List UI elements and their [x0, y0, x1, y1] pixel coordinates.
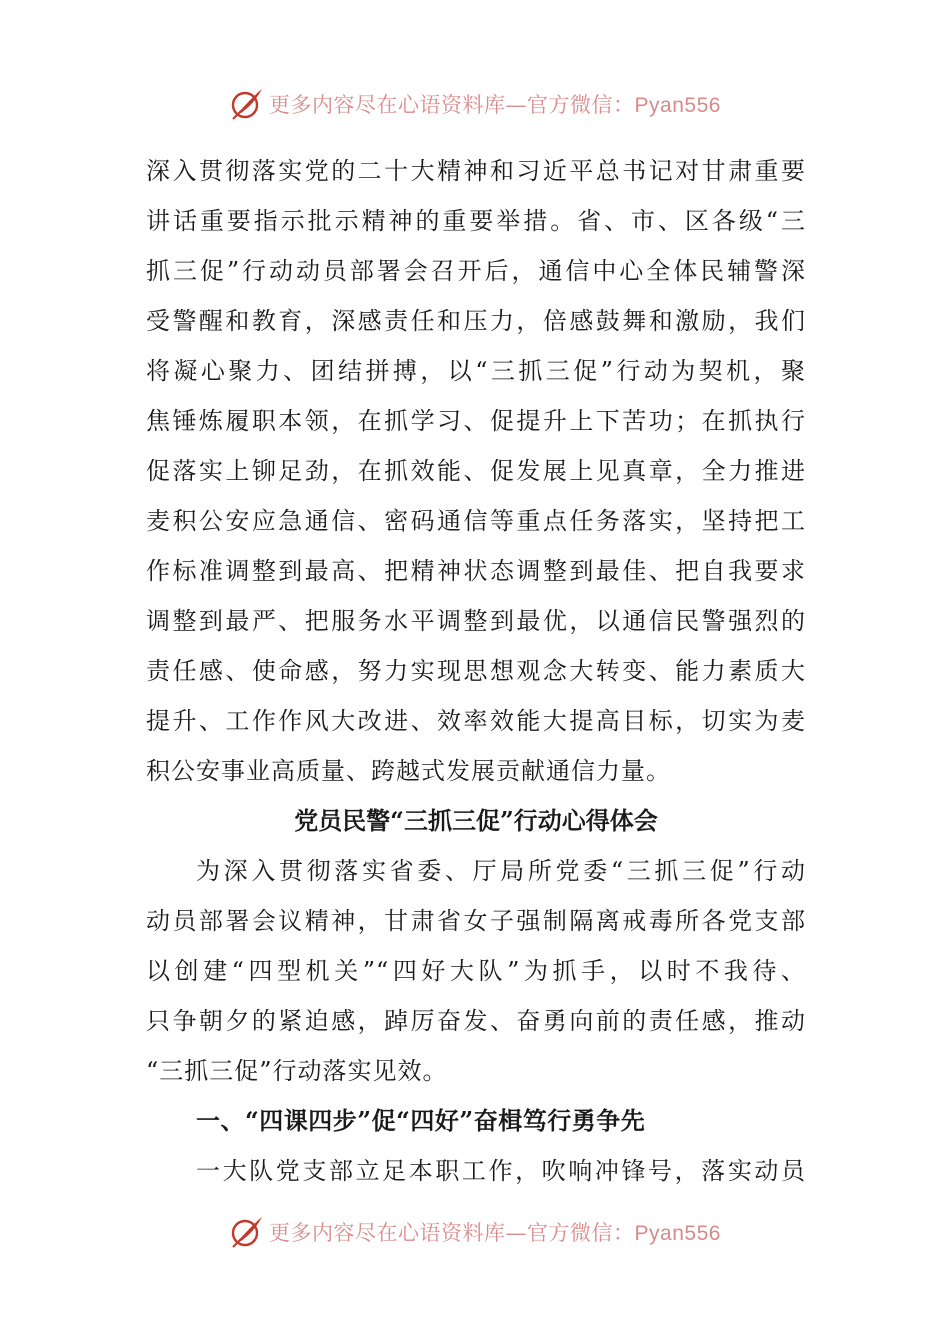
paragraph-line: 麦积公安应急通信、密码通信等重点任务落实，坚持把工 [146, 507, 806, 535]
paragraph-line: 作标准调整到最高、把精神状态调整到最佳、把自我要求 [146, 557, 806, 585]
paragraph-line: 提升、工作作风大改进、效率效能大提高目标，切实为麦 [146, 707, 806, 735]
paragraph-line: 讲话重要指示批示精神的重要举措。省、市、区各级“三 [146, 207, 806, 235]
document-body [146, 146, 806, 1196]
quill-pen-logo-icon [229, 1214, 265, 1250]
paragraph-line: 将凝心聚力、团结拼搏，以“三抓三促”行动为契机，聚 [146, 357, 806, 385]
paragraph-line: 调整到最严、把服务水平调整到最优，以通信民警强烈的 [146, 607, 806, 635]
section-heading: 一、“四课四步”促“四好”奋楫笃行勇争先 [196, 1106, 646, 1135]
intro-line: 以创建“四型机关”“四好大队”为抓手，以时不我待、 [146, 957, 806, 985]
intro-line: 只争朝夕的紧迫感，踔厉奋发、奋勇向前的责任感，推动 [146, 1007, 806, 1035]
paragraph-line: 深入贯彻落实党的二十大精神和习近平总书记对甘肃重要 [146, 157, 806, 185]
intro-line: “三抓三促”行动落实见效。 [146, 1057, 448, 1085]
banner-wechat-id: Pyan556 [634, 1222, 721, 1245]
banner-text [269, 1217, 721, 1247]
quill-pen-logo-icon [229, 86, 265, 122]
header-banner [0, 84, 950, 124]
banner-wechat-id: Pyan556 [634, 94, 721, 117]
paragraph-line: 焦锤炼履职本领，在抓学习、促提升上下苦功；在抓执行 [146, 407, 806, 435]
banner-text [269, 89, 721, 119]
paragraph-line: 积公安事业高质量、跨越式发展贡献通信力量。 [146, 757, 671, 785]
intro-line: 动员部署会议精神，甘肃省女子强制隔离戒毒所各党支部 [146, 907, 806, 935]
banner-text-cn: 更多内容尽在心语资料库—官方微信： [269, 1221, 635, 1245]
section-paragraph-line: 一大队党支部立足本职工作，吹响冲锋号，落实动员 [196, 1157, 806, 1185]
banner-text-cn: 更多内容尽在心语资料库—官方微信： [269, 93, 635, 117]
paragraph-line: 促落实上铆足劲，在抓效能、促发展上见真章，全力推进 [146, 457, 806, 485]
paragraph-line: 抓三促”行动动员部署会召开后，通信中心全体民辅警深 [146, 257, 806, 285]
article-title: 党员民警“三抓三促”行动心得体会 [294, 806, 658, 835]
paragraph-line: 责任感、使命感，努力实现思想观念大转变、能力素质大 [146, 657, 806, 685]
footer-banner [0, 1212, 950, 1252]
paragraph-line: 受警醒和教育，深感责任和压力，倍感鼓舞和激励，我们 [146, 307, 806, 335]
intro-line: 为深入贯彻落实省委、厅局所党委“三抓三促”行动 [196, 857, 806, 885]
